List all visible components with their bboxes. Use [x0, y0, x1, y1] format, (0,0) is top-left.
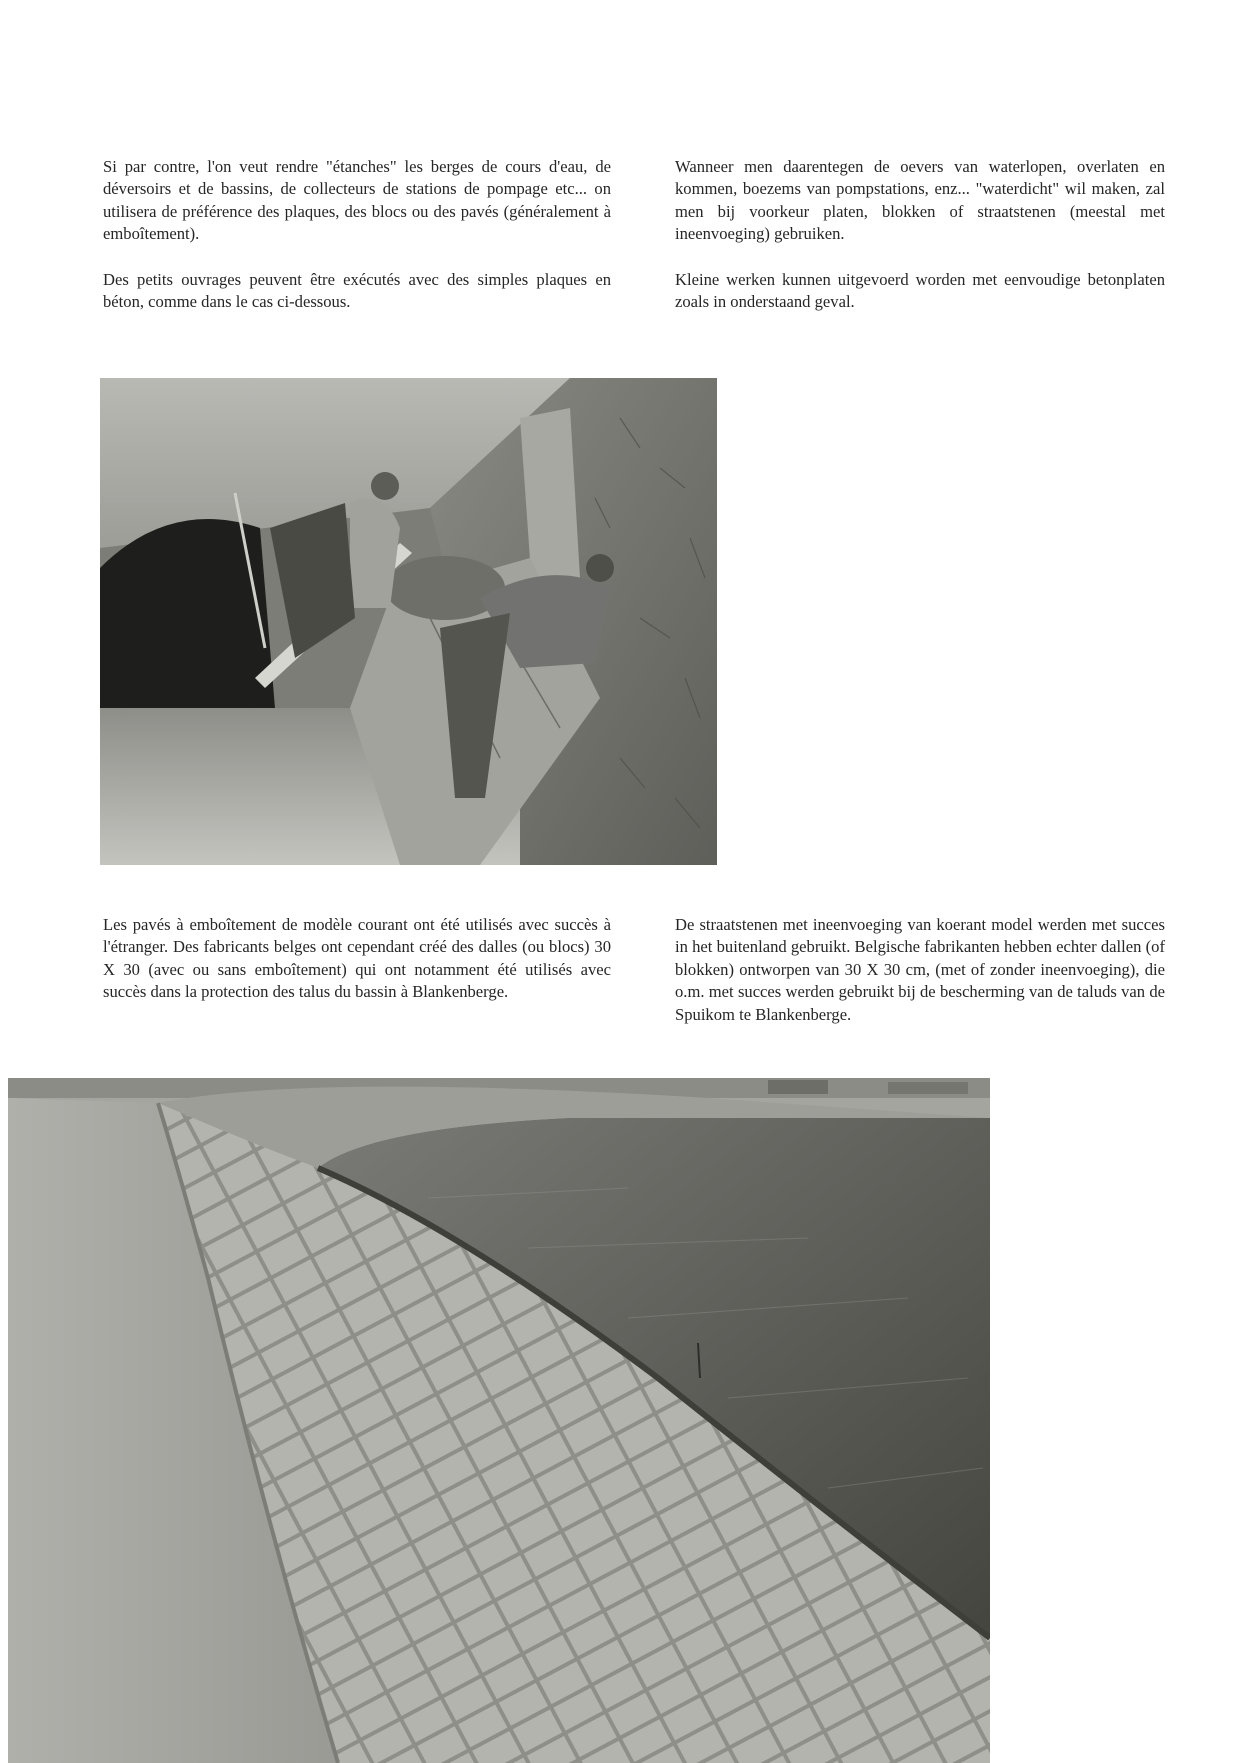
french-paragraph-1: Si par contre, l'on veut rendre "étanches" les berges de cours d'eau, de déversoirs et de bassins, de collecteurs de stations de pompage etc... on utilisera de préférence des plaques, des blocs ou des pavés (généralement à emboîtement).: [103, 157, 611, 244]
french-paragraph-3: Les pavés à emboîtement de modèle courant ont été utilisés avec succès à l'étranger. Des fabricants belges ont cependant créé des dalles (ou blocs) 30 X 30 (avec ou sans emboîtement) qui ont notamment été utilisés avec succès dans la protection des talus du bassin à Blankenberge.: [103, 915, 611, 1002]
dutch-paragraph-1: Wanneer men daarentegen de oevers van waterlopen, overlaten en kommen, boezems van pompstations, enz... "waterdicht" wil maken, zal men bij voorkeur platen, blokken of straatstenen (meestal met ineenvoeging) gebruiken.: [675, 157, 1165, 244]
dutch-intro-text: [675, 156, 1165, 313]
dutch-paragraph-2: Kleine werken kunnen uitgevoerd worden met eenvoudige betonplaten zoals in onderstaand geval.: [675, 269, 1165, 312]
dutch-paving-text: [675, 914, 1165, 1026]
photo-workers-culvert: [100, 378, 717, 865]
photo-paved-embankment-basin: [8, 1078, 990, 1763]
french-paving-text: [103, 914, 611, 1004]
french-paragraph-2: Des petits ouvrages peuvent être exécutés avec des simples plaques en béton, comme dans le cas ci-dessous.: [103, 269, 611, 312]
french-intro-text: [103, 156, 611, 313]
dutch-paragraph-3: De straatstenen met ineenvoeging van koerant model werden met succes in het buitenland gebruikt. Belgische fabrikanten hebben echter dallen (of blokken) ontworpen van 30 X 30 cm, (met of zonder ineenvoeging), die o.m. met succes werden gebruikt bij de bescherming van de taluds van de Spuikom te Blankenberge.: [675, 915, 1165, 1024]
